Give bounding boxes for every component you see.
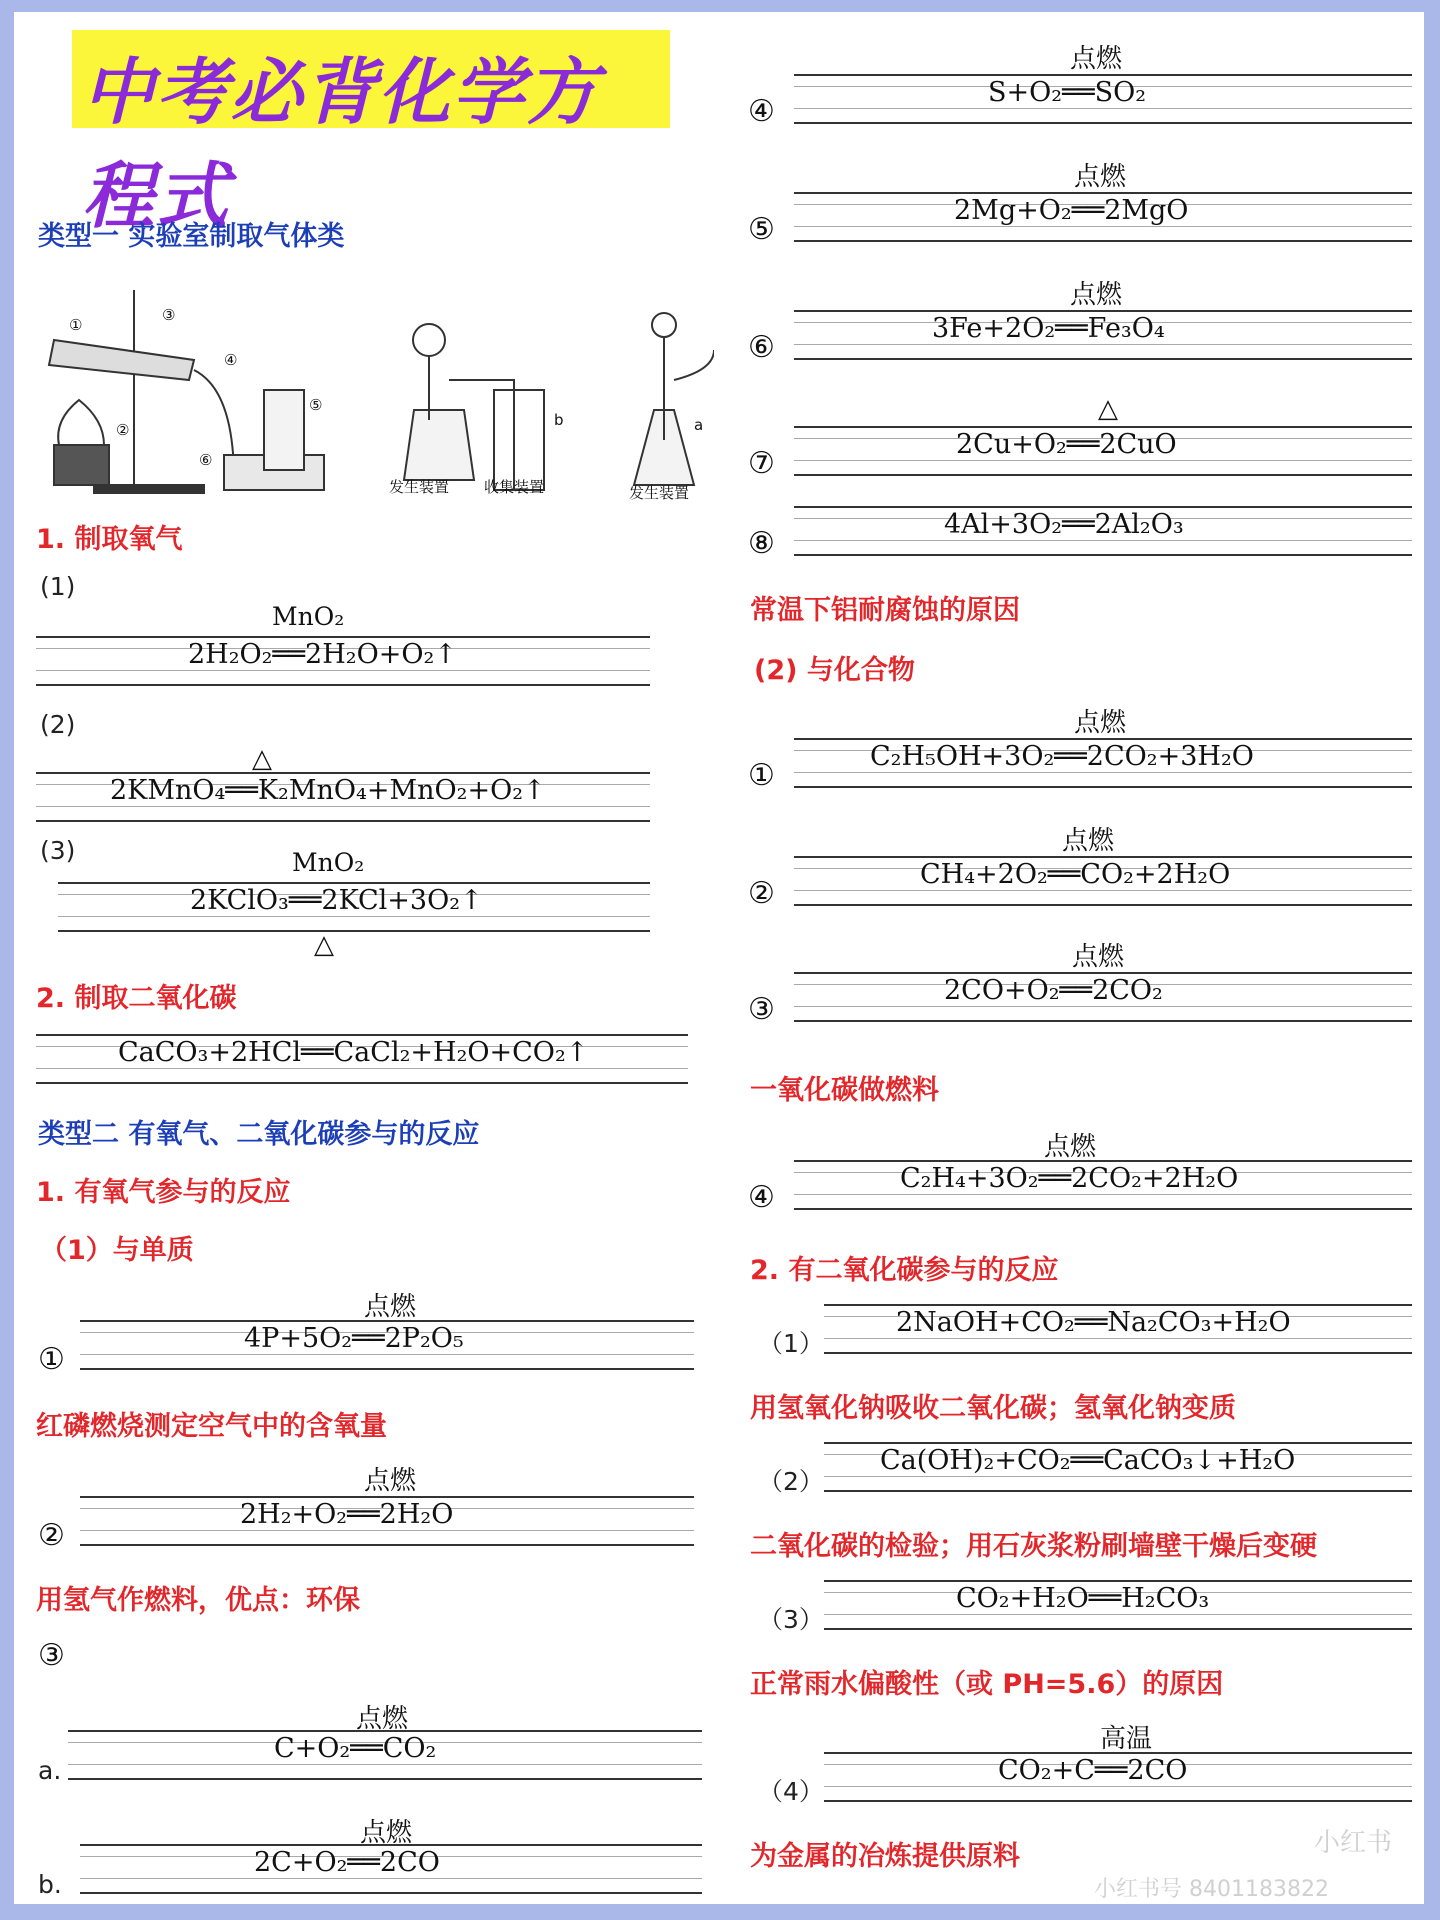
s1-heading: 1. 制取氧气 [36,524,183,555]
s2-heading: 2. 制取二氧化碳 [36,983,237,1014]
c7: ⑦ [748,446,775,481]
r6: C₂H₅OH+3O₂══2CO₂+3H₂O [870,741,1254,772]
r2: 2Mg+O₂══2MgO [954,195,1189,226]
c6: ⑥ [748,330,775,365]
eq2: 2KMnO₄══K₂MnO₄+MnO₂+O₂↑ [110,775,546,806]
eq8: 2C+O₂══2CO [254,1847,440,1878]
eq1: 2H₂O₂══2H₂O+O₂↑ [188,639,457,670]
note-naoh: 用氢氧化钠吸收二氧化碳；氢氧化钠变质 [750,1393,1236,1424]
eq3-condition-2: △ [314,930,334,960]
page-title: 中考必背化学方程式 [82,50,601,238]
n1: (1) [40,572,76,601]
r5: 4Al+3O₂══2Al₂O₃ [944,509,1184,540]
c8: ⑧ [748,526,775,561]
generator-label-1: 发生装置 [389,478,450,496]
r7-condition: 点燃 [1062,826,1115,856]
n2: (2) [40,710,76,739]
r1: S+O₂══SO₂ [988,77,1147,108]
r3: 3Fe+2O₂══Fe₃O₄ [932,313,1165,344]
r13-condition: 高温 [1100,1724,1153,1754]
page [14,12,1424,1904]
n3: (3) [40,836,76,865]
watermark-id: 小红书号 8401183822 [1094,1877,1329,1902]
c2: ② [38,1518,65,1553]
note-co: 一氧化碳做燃料 [750,1075,939,1106]
r8-condition: 点燃 [1072,942,1125,972]
label-b: b [554,411,564,429]
eq3-condition: MnO₂ [292,848,365,877]
r9-condition: 点燃 [1044,1132,1097,1162]
p4: （4） [758,1777,824,1806]
type1-heading: 类型一 实验室制取气体类 [38,221,345,252]
r4: 2Cu+O₂══2CuO [956,429,1177,460]
collector-label: 收集装置 [484,478,545,496]
k2: ② [748,876,775,911]
note-metal: 为金属的冶炼提供原料 [750,1841,1020,1872]
r13: CO₂+C══2CO [998,1755,1188,1786]
r10: 2NaOH+CO₂══Na₂CO₃+H₂O [896,1307,1291,1338]
label-n6: ⑥ [199,451,213,469]
r9: C₂H₄+3O₂══2CO₂+2H₂O [900,1163,1239,1194]
p3: （3） [758,1605,824,1634]
p1: （1） [758,1329,824,1358]
note-rain: 正常雨水偏酸性（或 PH=5.6）的原因 [750,1669,1224,1700]
r2-condition: 点燃 [1074,162,1127,192]
label-n1: ① [69,316,83,334]
s-co2-heading: 2. 有二氧化碳参与的反应 [750,1255,1059,1286]
r6-condition: 点燃 [1074,708,1127,738]
lab-apparatus-diagram [34,280,714,500]
eq6: 2H₂+O₂══2H₂O [240,1499,454,1530]
type2-heading: 类型二 有氧气、二氧化碳参与的反应 [38,1119,480,1150]
s3a-heading: （1）与单质 [40,1235,194,1266]
s-comp-heading: (2) 与化合物 [754,655,915,686]
r4-condition: △ [1098,394,1118,424]
eq5: 4P+5O₂══2P₂O₅ [244,1323,464,1354]
note2: 用氢气作燃料，优点：环保 [36,1585,360,1616]
eq1-condition: MnO₂ [272,602,345,631]
eq4: CaCO₃+2HCl══CaCl₂+H₂O+CO₂↑ [118,1037,589,1068]
label-n4: ④ [224,351,238,369]
k1: ① [748,758,775,793]
k3: ③ [748,992,775,1027]
r1-condition: 点燃 [1070,44,1123,74]
c5: ⑤ [748,212,775,247]
note1: 红磷燃烧测定空气中的含氧量 [36,1411,387,1442]
note-lime: 二氧化碳的检验；用石灰浆粉刷墙壁干燥后变硬 [750,1531,1317,1562]
generator-label-2: 发生装置 [629,484,690,500]
eq7: C+O₂══CO₂ [274,1733,437,1764]
label-n5: ⑤ [309,396,323,414]
eq2-condition: △ [252,744,272,774]
p2: （2） [758,1467,824,1496]
watermark-logo: 小红书 [1314,1828,1393,1858]
r11: Ca(OH)₂+CO₂══CaCO₃↓+H₂O [880,1445,1296,1476]
label-n2: ② [116,421,130,439]
note-al: 常温下铝耐腐蚀的原因 [750,595,1020,626]
eq5-condition: 点燃 [364,1292,417,1322]
r3-condition: 点燃 [1070,280,1123,310]
eq6-condition: 点燃 [364,1466,417,1496]
eq3: 2KClO₃══2KCl+3O₂↑ [190,885,483,916]
r12: CO₂+H₂O══H₂CO₃ [956,1583,1210,1614]
k4: ④ [748,1180,775,1215]
r7: CH₄+2O₂══CO₂+2H₂O [920,859,1231,890]
c1: ① [38,1342,65,1377]
label-a-eq: a. [38,1756,62,1785]
label-b-eq: b. [38,1870,62,1899]
label-n3: ③ [162,306,176,324]
eq7-condition: 点燃 [356,1704,409,1734]
label-a: a [694,416,704,434]
s3-heading: 1. 有氧气参与的反应 [36,1177,291,1208]
c3: ③ [38,1638,65,1673]
c4: ④ [748,94,775,129]
r8: 2CO+O₂══2CO₂ [944,975,1163,1006]
eq8-condition: 点燃 [360,1818,413,1848]
title-banner [72,30,670,238]
